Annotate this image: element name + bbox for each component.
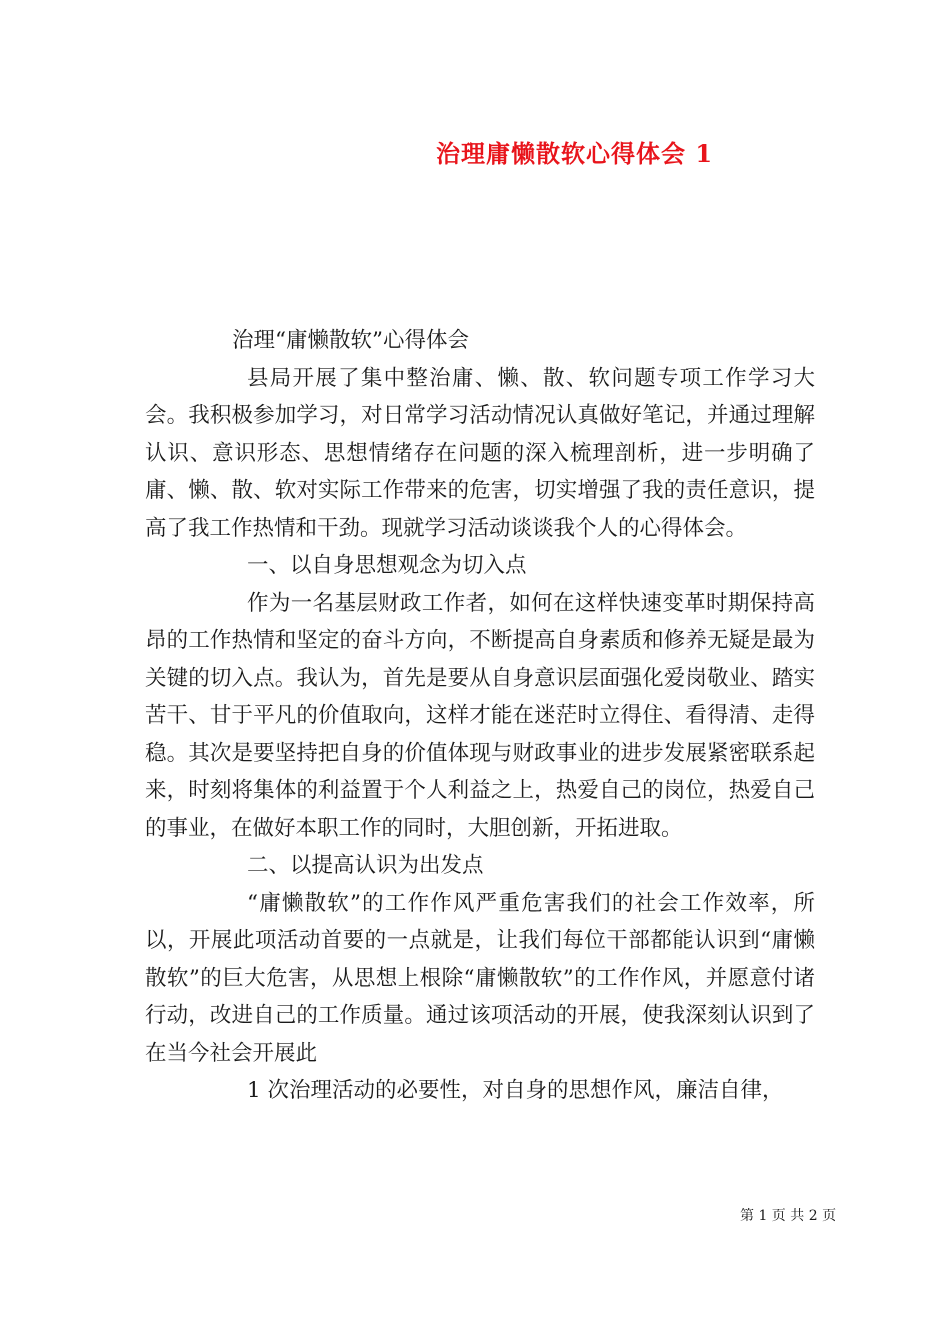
paragraph-continued: 1 次治理活动的必要性，对自身的思想作风，廉洁自律， bbox=[247, 1078, 784, 1103]
page-footer: 第 1 页 共 2 页 bbox=[740, 1208, 837, 1224]
paragraph-section-1: 作为一名基层财政工作者，如何在这样快速变革时期保持高昂的工作热情和坚定的奋斗方向，不断提高自身素质和修养无疑是最为关键的切入点。我认为，首先是要从自身意识层面强化爱岗敬业、踏实苦干、甘于平凡的价值取向，这样才能在迷茫时立得住、看得清、走得稳。其次是要坚持把自身的价值体现与财政事业的进步发展紧密联系起来，时刻将集体的利益置于个人利益之上，热爱自己的岗位，热爱自己的事业，在做好本职工作的同时，大胆创新，开拓进取。 bbox=[145, 590, 815, 841]
section-heading-2: 二、以提高认识为出发点 bbox=[247, 853, 484, 878]
paragraph-section-2: “庸懒散软”的工作作风严重危害我们的社会工作效率，所以，开展此项活动首要的一点就是，让我们每位干部都能认识到“庸懒散软”的巨大危害，从思想上根除“庸懒散软”的工作作风，并愿意付诸行动，改进自己的工作质量。通过该项活动的开展，使我深刻认识到了在当今社会开展此 bbox=[145, 890, 815, 1066]
paragraph-intro: 县局开展了集中整治庸、懒、散、软问题专项工作学习大会。我积极参加学习，对日常学习活动情况认真做好笔记，并通过理解认识、意识形态、思想情绪存在问题的深入梳理剖析，进一步明确了庸、懒、散、软对实际工作带来的危害，切实增强了我的责任意识，提高了我工作热情和干劲。现就学习活动谈谈我个人的心得体会。 bbox=[145, 365, 815, 541]
document-body bbox=[145, 322, 815, 1110]
document-title: 治理庸懒散软心得体会 1 bbox=[436, 139, 714, 168]
document-subtitle: 治理“庸懒散软”心得体会 bbox=[232, 328, 469, 353]
section-heading-1: 一、以自身思想观念为切入点 bbox=[247, 553, 527, 578]
